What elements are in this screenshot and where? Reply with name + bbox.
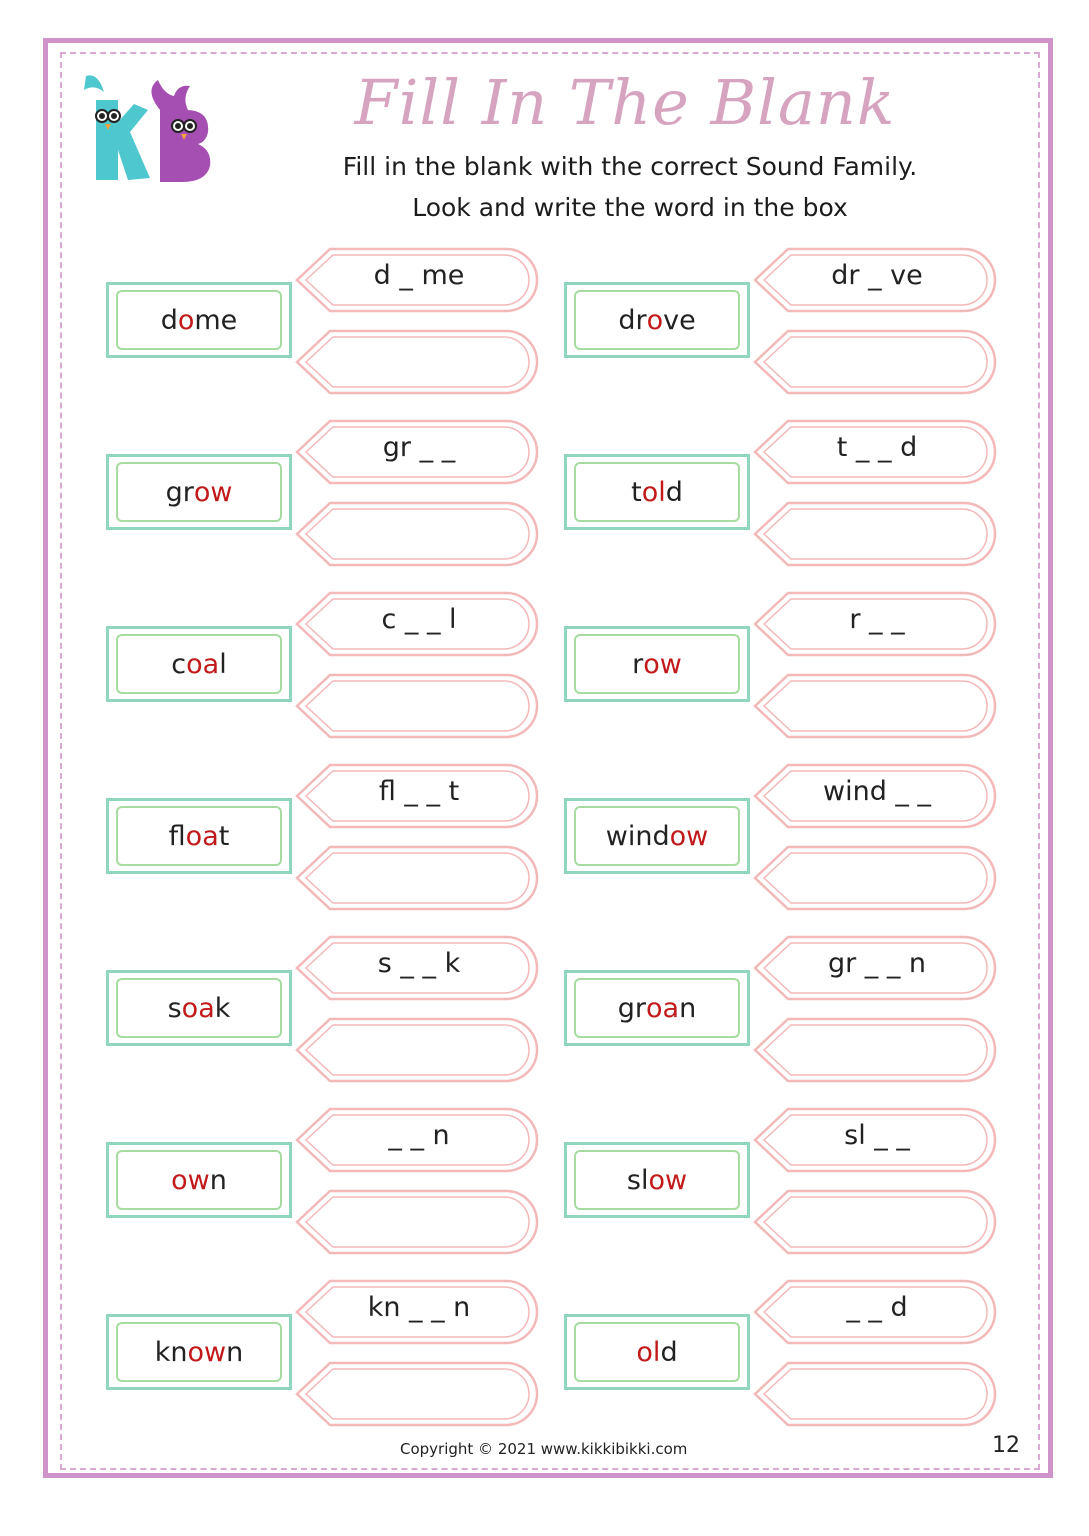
hint-tag [294, 590, 539, 658]
blank-hint: c _ _ l [381, 604, 457, 635]
exercise-item [564, 934, 1004, 1094]
answer-write-box[interactable] [752, 1188, 997, 1256]
word-suffix: n [679, 992, 697, 1024]
answer-write-box[interactable] [752, 1360, 997, 1428]
word-prefix: r [632, 648, 644, 680]
sound-family-highlight: ol [636, 1336, 661, 1368]
blank-hint: gr _ _ n [827, 948, 927, 979]
exercise-item [106, 418, 546, 578]
hint-tag [294, 934, 539, 1002]
word-box [564, 626, 750, 702]
sound-family-highlight: ol [641, 476, 666, 508]
answer-write-box[interactable] [752, 1016, 997, 1084]
instruction-line-1: Fill in the blank with the correct Sound Family. [342, 152, 918, 181]
hint-tag [752, 1106, 997, 1174]
word-prefix: sl [626, 1164, 649, 1196]
word-box [106, 798, 292, 874]
word-box [106, 970, 292, 1046]
word-prefix: t [631, 476, 642, 508]
exercise-item [106, 246, 546, 406]
exercise-item [106, 934, 546, 1094]
word-label [109, 285, 289, 355]
word-box [564, 1142, 750, 1218]
blank-hint: s _ _ k [377, 948, 461, 979]
exercise-item [564, 1106, 1004, 1266]
blank-hint: _ _ d [846, 1292, 908, 1323]
exercise-item [106, 1278, 546, 1438]
sound-family-highlight: o [177, 304, 195, 336]
instruction-line-2: Look and write the word in the box [412, 193, 848, 222]
blank-hint: kn _ _ n [367, 1292, 471, 1323]
word-label [109, 629, 289, 699]
hint-tag [294, 246, 539, 314]
word-prefix: wind [605, 820, 670, 852]
word-label [109, 973, 289, 1043]
sound-family-highlight: oa [646, 992, 680, 1024]
page-number: 12 [992, 1433, 1020, 1458]
word-label [567, 1317, 747, 1387]
answer-write-box[interactable] [294, 1016, 539, 1084]
word-label [109, 457, 289, 527]
sound-family-highlight: ow [669, 820, 709, 852]
hint-tag [752, 246, 997, 314]
answer-write-box[interactable] [294, 844, 539, 912]
sound-family-highlight: ow [643, 648, 682, 680]
exercise-item [564, 1278, 1004, 1438]
hint-tag [294, 762, 539, 830]
sound-family-highlight: oa [185, 820, 219, 852]
answer-write-box[interactable] [752, 328, 997, 396]
answer-write-box[interactable] [752, 500, 997, 568]
word-prefix: d [160, 304, 178, 336]
exercise-item [106, 762, 546, 922]
exercise-item [564, 762, 1004, 922]
word-suffix: d [665, 476, 683, 508]
sound-family-highlight: ow [187, 1336, 227, 1368]
word-suffix: t [218, 820, 230, 852]
answer-write-box[interactable] [294, 672, 539, 740]
answer-write-box[interactable] [294, 1188, 539, 1256]
word-prefix: c [171, 648, 187, 680]
sound-family-highlight: oa [186, 648, 220, 680]
word-label [567, 629, 747, 699]
blank-hint: fl _ _ t [378, 776, 460, 807]
page-title: Fill In The Blank [354, 66, 896, 139]
word-prefix: gr [617, 992, 647, 1024]
word-label [567, 457, 747, 527]
word-suffix: ve [663, 304, 696, 336]
answer-write-box[interactable] [294, 328, 539, 396]
word-box [106, 282, 292, 358]
hint-tag [752, 1278, 997, 1346]
hint-tag [294, 1278, 539, 1346]
word-suffix: n [226, 1336, 244, 1368]
sound-family-highlight: o [646, 304, 664, 336]
word-box [564, 454, 750, 530]
hint-tag [752, 934, 997, 1002]
word-box [106, 1314, 292, 1390]
blank-hint: gr _ _ [382, 432, 456, 463]
blank-hint: dr _ ve [831, 260, 923, 291]
blank-hint: sl _ _ [844, 1120, 910, 1151]
word-box [564, 282, 750, 358]
hint-tag [752, 762, 997, 830]
word-prefix: dr [618, 304, 647, 336]
word-box [106, 454, 292, 530]
blank-hint: wind _ _ [823, 776, 931, 807]
word-label [109, 801, 289, 871]
copyright-footer: Copyright © 2021 www.kikkibikki.com [400, 1440, 688, 1458]
answer-write-box[interactable] [752, 844, 997, 912]
word-label [567, 285, 747, 355]
exercise-item [564, 418, 1004, 578]
word-suffix: n [209, 1164, 227, 1196]
word-prefix: s [167, 992, 182, 1024]
word-prefix: fl [168, 820, 186, 852]
sound-family-highlight: oa [181, 992, 215, 1024]
blank-hint: _ _ n [388, 1120, 450, 1151]
exercise-item [564, 246, 1004, 406]
answer-write-box[interactable] [752, 672, 997, 740]
exercise-item [564, 590, 1004, 750]
sound-family-highlight: ow [193, 476, 233, 508]
hint-tag [294, 1106, 539, 1174]
hint-tag [294, 418, 539, 486]
word-box [564, 798, 750, 874]
blank-hint: t _ _ d [836, 432, 918, 463]
hint-tag [752, 590, 997, 658]
word-box [564, 1314, 750, 1390]
word-box [106, 626, 292, 702]
exercise-item [106, 590, 546, 750]
hint-tag [752, 418, 997, 486]
word-suffix: d [660, 1336, 678, 1368]
word-suffix: l [219, 648, 227, 680]
word-prefix: kn [154, 1336, 188, 1368]
blank-hint: d _ me [373, 260, 465, 291]
word-label [109, 1317, 289, 1387]
word-prefix: gr [165, 476, 194, 508]
blank-hint: r _ _ [849, 604, 905, 635]
answer-write-box[interactable] [294, 1360, 539, 1428]
sound-family-highlight: ow [648, 1164, 688, 1196]
word-label [567, 801, 747, 871]
exercise-item [106, 1106, 546, 1266]
word-suffix: me [194, 304, 238, 336]
word-label [567, 1145, 747, 1215]
sound-family-highlight: ow [171, 1164, 210, 1196]
word-suffix: k [214, 992, 231, 1024]
word-label [567, 973, 747, 1043]
word-box [106, 1142, 292, 1218]
word-box [564, 970, 750, 1046]
word-label [109, 1145, 289, 1215]
answer-write-box[interactable] [294, 500, 539, 568]
